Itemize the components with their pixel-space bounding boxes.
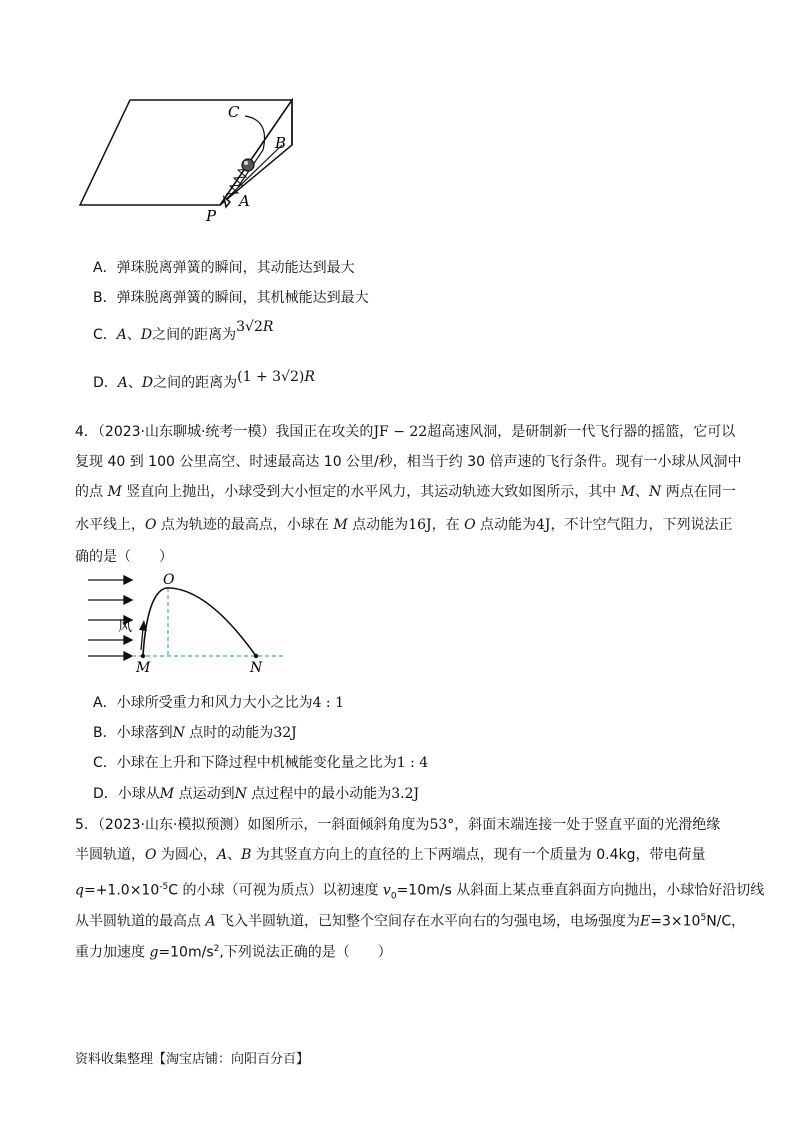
- pinball-figure: [70, 90, 310, 230]
- q3-option-b: B．弹珠脱离弹簧的瞬间，其机械能达到最大: [93, 290, 369, 306]
- label-m: M: [136, 660, 151, 676]
- label-wind: 风: [118, 619, 132, 635]
- label-c: C: [228, 103, 240, 121]
- q5-line-4: 从半圆轨道的最高点 A 飞入半圆轨道，已知整个空间存在水平向右的匀强电场，电场强度为$E=3\times 10^5N/C$，: [75, 913, 746, 930]
- q4-line-3: 的点 M 竖直向上抛出，小球受到大小恒定的水平风力，其运动轨迹大致如图所示，其中 M、N 两点在同一: [75, 484, 736, 500]
- trajectory: [143, 588, 256, 656]
- q4-option-b: B．小球落到N 点时的动能为32J: [93, 725, 297, 741]
- q4-line-2: 复现 40 到 100 公里高空、时速最高达 10 公里/秒，相当于约 30 倍声速的飞行条件。现有一小球从风洞中: [75, 454, 742, 470]
- label-n: N: [250, 660, 263, 676]
- wind-tunnel-figure: [86, 568, 296, 676]
- q3-option-d: D．A、D之间的距离为(1 + 3√2)R: [93, 369, 315, 391]
- q5-line-5: 重力加速度 $g=10m/s^2$,下列说法正确的是（ ）: [75, 944, 392, 961]
- q4-option-d: D．小球从M 点运动到N 点过程中的最小动能为3.2J: [93, 786, 420, 802]
- page-footer: 资料收集整理【淘宝店铺：向阳百分百】: [75, 1052, 310, 1067]
- q4-line-1: 4．（2023·山东聊城·统考一模）我国正在攻关的JF − 22超高速风洞，是研制新一代飞行器的摇篮，它可以: [75, 424, 736, 440]
- q3-option-a: A．弹珠脱离弹簧的瞬间，其动能达到最大: [93, 260, 355, 276]
- q4-option-a: A．小球所受重力和风力大小之比为4 : 1: [93, 695, 345, 711]
- label-a: A: [239, 192, 250, 210]
- q4-line-5: 确的是（ ）: [75, 549, 173, 565]
- arc-track: [238, 116, 265, 187]
- q3-option-c: C．A、D之间的距离为3√2R: [93, 319, 274, 343]
- q5-line-3: $q=+1.0\times 10^{-5}C$ 的小球（可视为质点）以初速度 $v_0=10m/s$ 从斜面上某点垂直斜面方向抛出，小球恰好沿切线: [75, 882, 765, 902]
- label-p: P: [206, 207, 217, 225]
- slope-surface: [80, 100, 292, 205]
- label-b: B: [275, 134, 287, 152]
- label-o: O: [163, 572, 175, 588]
- q4-option-c: C．小球在上升和下降过程中机械能变化量之比为1 : 4: [93, 755, 429, 771]
- pinball: [242, 159, 254, 171]
- q5-line-2: 半圆轨道，O 为圆心，A、B 为其竖直方向上的直径的上下两端点，现有一个质量为 0.4kg，带电荷量: [75, 847, 706, 863]
- q4-line-4: 水平线上，O 点为轨迹的最高点，小球在 M 点动能为16J，在 O 点动能为4J，不计空气阻力，下列说法正: [75, 517, 733, 533]
- q5-line-1: 5．（2023·山东·模拟预测）如图所示，一斜面倾斜角度为53°，斜面末端连接一处于竖直平面的光滑绝缘: [75, 817, 721, 833]
